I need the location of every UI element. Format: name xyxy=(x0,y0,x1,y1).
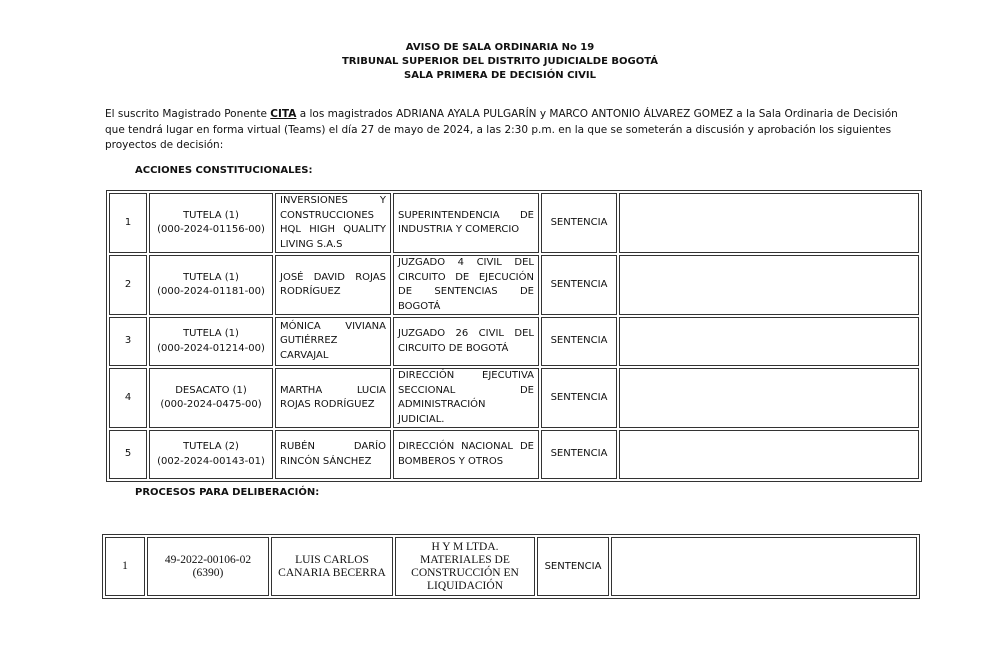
plaintiff xyxy=(275,255,391,315)
row-number xyxy=(109,193,147,253)
decision-type-type: SENTENCIA xyxy=(550,391,608,403)
table-row xyxy=(109,317,919,366)
process-id-proc-b: (000-2024-01156-00) xyxy=(157,224,265,235)
decision-type xyxy=(541,317,617,366)
table-row xyxy=(109,430,919,479)
process-id-proc-a: TUTELA (2) xyxy=(183,441,239,452)
process-id xyxy=(149,317,273,366)
row-number-num: 5 xyxy=(124,448,132,460)
plaintiff-party: MARTHA LUCIA ROJAS RODRÍGUEZ xyxy=(280,384,386,410)
table-row xyxy=(109,193,919,253)
defendant-against: SUPERINTENDENCIA DE INDUSTRIA Y COMERCIO xyxy=(398,209,534,235)
row-number xyxy=(109,368,147,428)
plaintiff xyxy=(275,193,391,253)
decision-type-type: SENTENCIA xyxy=(550,216,608,228)
plaintiff xyxy=(275,317,391,366)
process-id-proc-a: 49-2022-00106-02 xyxy=(164,553,252,566)
decision-type xyxy=(541,255,617,315)
decision-type xyxy=(541,368,617,428)
process-id-proc-b: (002-2024-00143-01) xyxy=(157,455,265,467)
defendant-against: JUZGADO 4 CIVIL DEL CIRCUITO DE EJECUCIÓN DE SENTENCIAS DE BOGOTÁ xyxy=(398,257,534,312)
constitutional-actions-table xyxy=(106,190,922,482)
plaintiff-party: MÓNICA VIVIANA GUTIÉRREZ CARVAJAL xyxy=(280,320,386,361)
notes-cell xyxy=(619,430,919,479)
decision-type xyxy=(541,193,617,253)
process-id-proc-a: TUTELA (1) xyxy=(183,209,239,221)
process-id-proc-a: TUTELA (1) xyxy=(183,328,239,339)
section-title-deliberation: PROCESOS PARA DELIBERACIÓN: xyxy=(135,487,320,498)
notice-title: AVISO DE SALA ORDINARIA No 19 xyxy=(405,42,595,53)
plaintiff xyxy=(275,430,391,479)
row-number xyxy=(105,537,145,596)
defendant-against: JUZGADO 26 CIVIL DEL CIRCUITO DE BOGOTÁ xyxy=(398,328,534,354)
row-number-num: 4 xyxy=(124,391,132,403)
intro-cita: CITA xyxy=(270,108,297,120)
process-id xyxy=(147,537,269,596)
chamber-name: SALA PRIMERA DE DECISIÓN CIVIL xyxy=(404,70,596,81)
process-id xyxy=(149,430,273,479)
defendant xyxy=(393,255,539,315)
row-number-num: 2 xyxy=(124,278,132,290)
decision-type-type: SENTENCIA xyxy=(550,278,608,290)
process-id-proc-b: (000-2024-01181-00) xyxy=(157,286,265,297)
row-number-num: 1 xyxy=(122,560,128,572)
row-number xyxy=(109,430,147,479)
plaintiff xyxy=(271,537,393,596)
defendant-against: H Y M LTDA. MATERIALES DE CONSTRUCCIÓN EN LIQUIDACIÓN xyxy=(411,540,519,592)
defendant xyxy=(395,537,535,596)
row-number-num: 1 xyxy=(124,216,132,228)
court-name: TRIBUNAL SUPERIOR DEL DISTRITO JUDICIALDE BOGOTÁ xyxy=(341,56,659,67)
defendant xyxy=(393,193,539,253)
defendant xyxy=(393,317,539,366)
process-id xyxy=(149,368,273,428)
table-row xyxy=(109,255,919,315)
decision-type-type: SENTENCIA xyxy=(550,448,608,460)
defendant-against: DIRECCIÓN NACIONAL DE BOMBEROS Y OTROS xyxy=(398,441,534,467)
process-id xyxy=(149,193,273,253)
process-id-proc-b: (6390) xyxy=(192,566,224,579)
decision-type-type: SENTENCIA xyxy=(544,561,602,572)
deliberation-table xyxy=(102,534,920,599)
plaintiff-party: RUBÉN DARÍO RINCÓN SÁNCHEZ xyxy=(280,441,386,467)
notes-cell xyxy=(619,368,919,428)
process-id-proc-a: TUTELA (1) xyxy=(183,271,239,283)
plaintiff-party: INVERSIONES Y CONSTRUCCIONES HQL HIGH QUALITY LIVING S.A.S xyxy=(280,195,386,250)
plaintiff xyxy=(275,368,391,428)
notes-cell xyxy=(611,537,917,596)
process-id-proc-b: (000-2024-01214-00) xyxy=(157,342,265,354)
intro-paragraph xyxy=(105,107,905,154)
row-number xyxy=(109,255,147,315)
row-number xyxy=(109,317,147,366)
intro-post: a los magistrados ADRIANA AYALA PULGARÍN y MARCO ANTONIO ÁLVAREZ GOMEZ a la Sala Ordinaria de Decisión que tendrá lugar en forma virtual (Teams) el día 27 de mayo de 2024, a las 2:30 p.m. en la que se someterán a discusión y aprobación los siguientes proyectos de decisión: xyxy=(105,108,898,151)
decision-type xyxy=(537,537,609,596)
process-id xyxy=(149,255,273,315)
row-number-num: 3 xyxy=(124,335,132,347)
notes-cell xyxy=(619,255,919,315)
section-title-constitutional: ACCIONES CONSTITUCIONALES: xyxy=(135,165,313,176)
notes-cell xyxy=(619,317,919,366)
decision-type xyxy=(541,430,617,479)
plaintiff-party: LUIS CARLOS CANARIA BECERRA xyxy=(278,553,386,579)
defendant xyxy=(393,430,539,479)
notes-cell xyxy=(619,193,919,253)
defendant-against: DIRECCIÓN EJECUTIVA SECCIONAL DE ADMINISTRACIÓN JUDICIAL. xyxy=(398,370,534,425)
process-id-proc-b: (000-2024-0475-00) xyxy=(160,399,262,410)
intro-pre: El suscrito Magistrado Ponente xyxy=(105,108,271,120)
table-row xyxy=(105,537,917,596)
plaintiff-party: JOSÉ DAVID ROJAS RODRÍGUEZ xyxy=(280,271,386,297)
table-row xyxy=(109,368,919,428)
decision-type-type: SENTENCIA xyxy=(550,335,608,347)
process-id-proc-a: DESACATO (1) xyxy=(175,384,247,396)
document-header xyxy=(0,41,1000,83)
defendant xyxy=(393,368,539,428)
